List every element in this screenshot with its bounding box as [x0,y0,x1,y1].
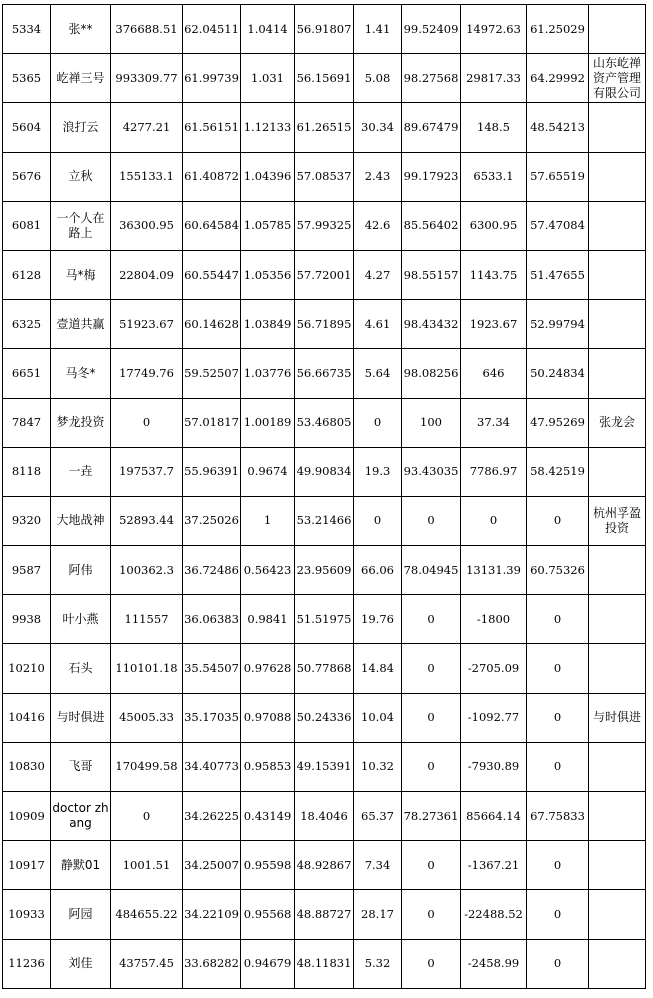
value-cell: 110101.18 [111,644,183,693]
rate-cell: 57.72001 [295,250,354,299]
name-cell: 与时俱进 [51,693,111,742]
name-cell: 梦龙投资 [51,398,111,447]
id-cell: 6325 [3,300,51,349]
table-row [3,54,646,103]
rate-cell: 61.26515 [295,103,354,152]
pct2-cell: 98.43432 [402,300,461,349]
rate-cell: 23.95609 [295,546,354,595]
ratio-cell: 1.03776 [241,349,295,398]
name-cell: 浪打云 [51,103,111,152]
pct2-cell: 0 [402,939,461,988]
id-cell: 11236 [3,939,51,988]
table-row [3,939,646,988]
table-row [3,792,646,841]
id-cell: 5676 [3,152,51,201]
table-row [3,349,646,398]
profit-cell: -2458.99 [461,939,527,988]
note-cell [589,595,646,644]
table-row [3,103,646,152]
rate-cell: 56.91807 [295,5,354,54]
table-row [3,5,646,54]
name-cell: 马冬* [51,349,111,398]
table-row [3,890,646,939]
profit-cell: 1143.75 [461,250,527,299]
ratio-cell: 1.05356 [241,250,295,299]
profit-cell: 0 [461,496,527,545]
table-body [3,5,646,989]
score-cell: 60.55447 [183,250,241,299]
profit-cell: 6300.95 [461,201,527,250]
metric-cell: 58.42519 [527,447,589,496]
id-cell: 10416 [3,693,51,742]
value-cell: 45005.33 [111,693,183,742]
id-cell: 10909 [3,792,51,841]
metric-cell: 57.65519 [527,152,589,201]
value-cell: 100362.3 [111,546,183,595]
table-row [3,250,646,299]
note-cell [589,546,646,595]
profit-cell: -1800 [461,595,527,644]
name-cell: 一个人在路上 [51,201,111,250]
metric-cell: 48.54213 [527,103,589,152]
profit-cell: 29817.33 [461,54,527,103]
value-cell: 376688.51 [111,5,183,54]
note-cell [589,300,646,349]
metric-cell: 60.75326 [527,546,589,595]
rate-cell: 53.46805 [295,398,354,447]
score-cell: 61.40872 [183,152,241,201]
score-cell: 34.40773 [183,742,241,791]
note-cell: 与时俱进 [589,693,646,742]
note-cell [589,5,646,54]
value-cell: 51923.67 [111,300,183,349]
score-cell: 34.22109 [183,890,241,939]
percent-cell: 14.84 [354,644,402,693]
ratio-cell: 0.97628 [241,644,295,693]
metric-cell: 0 [527,496,589,545]
name-cell: 静默01 [51,841,111,890]
ratio-cell: 0.43149 [241,792,295,841]
pct2-cell: 78.27361 [402,792,461,841]
score-cell: 55.96391 [183,447,241,496]
profit-cell: 1923.67 [461,300,527,349]
pct2-cell: 89.67479 [402,103,461,152]
percent-cell: 65.37 [354,792,402,841]
note-cell: 张龙会 [589,398,646,447]
id-cell: 10830 [3,742,51,791]
note-cell [589,201,646,250]
value-cell: 170499.58 [111,742,183,791]
metric-cell: 61.25029 [527,5,589,54]
percent-cell: 4.61 [354,300,402,349]
rate-cell: 48.92867 [295,841,354,890]
ratio-cell: 1.031 [241,54,295,103]
ratio-cell: 1.12133 [241,103,295,152]
value-cell: 0 [111,792,183,841]
pct2-cell: 0 [402,496,461,545]
metric-cell: 64.29992 [527,54,589,103]
metric-cell: 47.95269 [527,398,589,447]
table-row [3,546,646,595]
rate-cell: 48.88727 [295,890,354,939]
pct2-cell: 98.08256 [402,349,461,398]
ratio-cell: 1.00189 [241,398,295,447]
percent-cell: 19.3 [354,447,402,496]
name-cell: 立秋 [51,152,111,201]
rate-cell: 51.51975 [295,595,354,644]
note-cell: 山东屹禅资产管理有限公司 [589,54,646,103]
name-cell: 一垚 [51,447,111,496]
ratio-cell: 1.04396 [241,152,295,201]
score-cell: 35.54507 [183,644,241,693]
name-cell: doctor zhang [51,792,111,841]
ratio-cell: 0.95598 [241,841,295,890]
note-cell: 杭州孚盈投资 [589,496,646,545]
id-cell: 10933 [3,890,51,939]
value-cell: 22804.09 [111,250,183,299]
name-cell: 壹道共赢 [51,300,111,349]
id-cell: 10917 [3,841,51,890]
ratio-cell: 1 [241,496,295,545]
rate-cell: 49.90834 [295,447,354,496]
table-row [3,693,646,742]
data-table [2,4,646,989]
note-cell [589,349,646,398]
ratio-cell: 1.05785 [241,201,295,250]
profit-cell: -1092.77 [461,693,527,742]
profit-cell: -1367.21 [461,841,527,890]
metric-cell: 0 [527,841,589,890]
id-cell: 10210 [3,644,51,693]
value-cell: 111557 [111,595,183,644]
percent-cell: 0 [354,496,402,545]
value-cell: 36300.95 [111,201,183,250]
ratio-cell: 0.56423 [241,546,295,595]
percent-cell: 2.43 [354,152,402,201]
note-cell [589,250,646,299]
score-cell: 57.01817 [183,398,241,447]
rate-cell: 56.66735 [295,349,354,398]
profit-cell: -22488.52 [461,890,527,939]
value-cell: 43757.45 [111,939,183,988]
profit-cell: 148.5 [461,103,527,152]
percent-cell: 10.04 [354,693,402,742]
score-cell: 34.25007 [183,841,241,890]
name-cell: 马*梅 [51,250,111,299]
name-cell: 大地战神 [51,496,111,545]
pct2-cell: 100 [402,398,461,447]
id-cell: 9587 [3,546,51,595]
score-cell: 34.26225 [183,792,241,841]
pct2-cell: 98.55157 [402,250,461,299]
id-cell: 8118 [3,447,51,496]
percent-cell: 5.64 [354,349,402,398]
note-cell [589,792,646,841]
name-cell: 石头 [51,644,111,693]
ratio-cell: 0.94679 [241,939,295,988]
percent-cell: 5.32 [354,939,402,988]
note-cell [589,939,646,988]
table-row [3,152,646,201]
score-cell: 36.72486 [183,546,241,595]
note-cell [589,742,646,791]
value-cell: 1001.51 [111,841,183,890]
metric-cell: 67.75833 [527,792,589,841]
id-cell: 5604 [3,103,51,152]
rate-cell: 57.08537 [295,152,354,201]
percent-cell: 30.34 [354,103,402,152]
rate-cell: 18.4046 [295,792,354,841]
percent-cell: 4.27 [354,250,402,299]
note-cell [589,841,646,890]
profit-cell: 13131.39 [461,546,527,595]
metric-cell: 0 [527,742,589,791]
id-cell: 6081 [3,201,51,250]
score-cell: 35.17035 [183,693,241,742]
profit-cell: 85664.14 [461,792,527,841]
note-cell [589,447,646,496]
percent-cell: 1.41 [354,5,402,54]
table-row [3,300,646,349]
table-row [3,398,646,447]
pct2-cell: 0 [402,644,461,693]
name-cell: 叶小燕 [51,595,111,644]
ratio-cell: 0.95853 [241,742,295,791]
table-row [3,447,646,496]
id-cell: 6128 [3,250,51,299]
metric-cell: 0 [527,890,589,939]
id-cell: 9938 [3,595,51,644]
percent-cell: 19.76 [354,595,402,644]
pct2-cell: 85.56402 [402,201,461,250]
score-cell: 59.52507 [183,349,241,398]
rate-cell: 48.11831 [295,939,354,988]
percent-cell: 28.17 [354,890,402,939]
id-cell: 7847 [3,398,51,447]
rate-cell: 50.77868 [295,644,354,693]
rate-cell: 57.99325 [295,201,354,250]
name-cell: 屹禅三号 [51,54,111,103]
value-cell: 52893.44 [111,496,183,545]
percent-cell: 0 [354,398,402,447]
note-cell [589,152,646,201]
rate-cell: 56.15691 [295,54,354,103]
value-cell: 155133.1 [111,152,183,201]
ratio-cell: 0.9674 [241,447,295,496]
pct2-cell: 98.27568 [402,54,461,103]
profit-cell: 37.34 [461,398,527,447]
ratio-cell: 1.0414 [241,5,295,54]
rate-cell: 50.24336 [295,693,354,742]
pct2-cell: 78.04945 [402,546,461,595]
profit-cell: -2705.09 [461,644,527,693]
value-cell: 17749.76 [111,349,183,398]
metric-cell: 0 [527,939,589,988]
metric-cell: 57.47084 [527,201,589,250]
value-cell: 993309.77 [111,54,183,103]
rate-cell: 49.15391 [295,742,354,791]
id-cell: 9320 [3,496,51,545]
profit-cell: 14972.63 [461,5,527,54]
pct2-cell: 93.43035 [402,447,461,496]
table-row [3,742,646,791]
ratio-cell: 0.9841 [241,595,295,644]
pct2-cell: 99.17923 [402,152,461,201]
metric-cell: 0 [527,595,589,644]
score-cell: 60.14628 [183,300,241,349]
name-cell: 飞哥 [51,742,111,791]
id-cell: 5365 [3,54,51,103]
pct2-cell: 0 [402,742,461,791]
pct2-cell: 0 [402,841,461,890]
note-cell [589,644,646,693]
metric-cell: 0 [527,644,589,693]
ratio-cell: 0.97088 [241,693,295,742]
score-cell: 61.99739 [183,54,241,103]
score-cell: 36.06383 [183,595,241,644]
profit-cell: 7786.97 [461,447,527,496]
note-cell [589,890,646,939]
metric-cell: 0 [527,693,589,742]
rate-cell: 56.71895 [295,300,354,349]
profit-cell: 6533.1 [461,152,527,201]
percent-cell: 10.32 [354,742,402,791]
percent-cell: 5.08 [354,54,402,103]
value-cell: 4277.21 [111,103,183,152]
id-cell: 5334 [3,5,51,54]
score-cell: 61.56151 [183,103,241,152]
table-row [3,644,646,693]
profit-cell: -7930.89 [461,742,527,791]
metric-cell: 51.47655 [527,250,589,299]
value-cell: 197537.7 [111,447,183,496]
score-cell: 62.04511 [183,5,241,54]
table-row [3,201,646,250]
pct2-cell: 0 [402,595,461,644]
name-cell: 刘佳 [51,939,111,988]
score-cell: 37.25026 [183,496,241,545]
pct2-cell: 0 [402,890,461,939]
table-row [3,841,646,890]
profit-cell: 646 [461,349,527,398]
metric-cell: 52.99794 [527,300,589,349]
table-row [3,496,646,545]
pct2-cell: 0 [402,693,461,742]
value-cell: 0 [111,398,183,447]
rate-cell: 53.21466 [295,496,354,545]
percent-cell: 66.06 [354,546,402,595]
name-cell: 阿伟 [51,546,111,595]
name-cell: 张** [51,5,111,54]
percent-cell: 7.34 [354,841,402,890]
score-cell: 33.68282 [183,939,241,988]
percent-cell: 42.6 [354,201,402,250]
ratio-cell: 1.03849 [241,300,295,349]
name-cell: 阿园 [51,890,111,939]
table-row [3,595,646,644]
metric-cell: 50.24834 [527,349,589,398]
value-cell: 484655.22 [111,890,183,939]
pct2-cell: 99.52409 [402,5,461,54]
ratio-cell: 0.95568 [241,890,295,939]
score-cell: 60.64584 [183,201,241,250]
note-cell [589,103,646,152]
id-cell: 6651 [3,349,51,398]
